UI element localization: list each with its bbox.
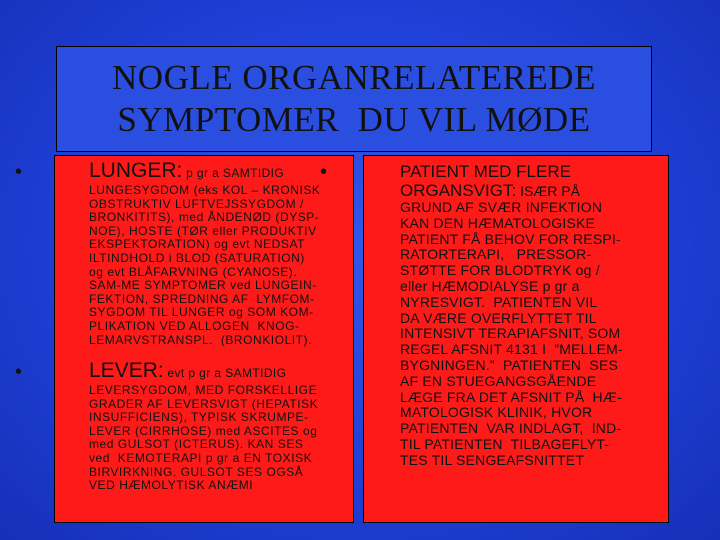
- bullet-icon: •: [15, 161, 23, 183]
- bullet-icon: •: [320, 161, 328, 183]
- lunger-body: LUNGESYGDOM (eks KOL – KRONISK OBSTRUKTIV LUFTVEJSSYGDOM / BRONKITITS), med ÅNDENØD (DYSP- NOE), HOSTE (TØR eller PRODUKTIV EKSPEKTORATION) og evt NEDSAT ILTINDHOLD i BLOD (SATURATION) og evt BLÅFARVNING (CYANOSE). SAM-ME SYMPTOMER ved LUNGEIN- FEKTION, SPREDNING AF LYMFOM- SYGDOM TIL LUNGER og SOM KOM- PLIKATION VED ALLOGEN KNOG- LEMARVSTRANSPL. (BRONKIOLIT).: [89, 183, 321, 347]
- lever-section: [15, 356, 355, 516]
- organsvigt-body: GRUND AF SVÆR INFEKTION KAN DEN HÆMATOLOGISKE PATIENT FÅ BEHOV FOR RESPI- RATORTERAPI, PRESSOR- STØTTE FOR BLODTRYK og / eller HÆMODIALYSE p gr a NYRESVIGT. PATIENTEN VIL DA VÆRE OVERFLYTTET TIL INTENSIVT TERAPIAFSNIT, SOM REGEL AFSNIT 4131 I ”MELLEM- BYGNINGEN.” PATIENTEN SES AF EN STUEGANGSGÅENDE LÆGE FRA DET AFSNIT PÅ HÆ- MATOLOGISK KLINIK, HVOR PATIENTEN VAR INDLAGT, IND- TIL PATIENTEN TILBAGEFLYT- TES TIL SENGEAFSNITTET: [400, 199, 623, 468]
- bullet-icon: •: [15, 361, 23, 383]
- lever-heading-lead: evt p gr a SAMTIDIG: [163, 366, 287, 380]
- organsvigt-heading-lead: ISÆR PÅ: [516, 183, 580, 199]
- lunger-heading: [89, 160, 284, 184]
- lunger-section: [15, 156, 355, 356]
- title-line-1: NOGLE ORGANRELATEREDE: [112, 58, 596, 97]
- organsvigt-heading-label: ORGANSVIGT:: [400, 181, 517, 200]
- organsvigt-heading: [400, 162, 580, 201]
- lever-body: LEVERSYGDOM, MED FORSKELLIGE GRADER AF LEVERSVIGT (HEPATISK INSUFFICIENS), TYPISK SKRUMPE- LEVER (CIRRHOSE) med ASCITES og med GULSOT (ICTERUS). KAN SES ved KEMOTERAPI p gr a EN TOXISK BIRVIRKNING. GULSOT SES OGSÅ VED HÆMOLYTISK ANÆMI: [89, 383, 319, 493]
- organsvigt-heading-line-2: [400, 181, 580, 201]
- title-line-2: SYMPTOMER DU VIL MØDE: [117, 100, 591, 139]
- lever-heading: [89, 360, 286, 384]
- slide-title: [56, 46, 652, 152]
- left-column: [15, 155, 354, 523]
- lunger-heading-label: LUNGER:: [89, 159, 183, 182]
- lever-heading-label: LEVER:: [89, 359, 164, 382]
- right-column: [320, 155, 669, 523]
- lunger-heading-lead: p gr a SAMTIDIG: [182, 166, 285, 180]
- organsvigt-heading-line-1: PATIENT MED FLERE: [400, 162, 571, 181]
